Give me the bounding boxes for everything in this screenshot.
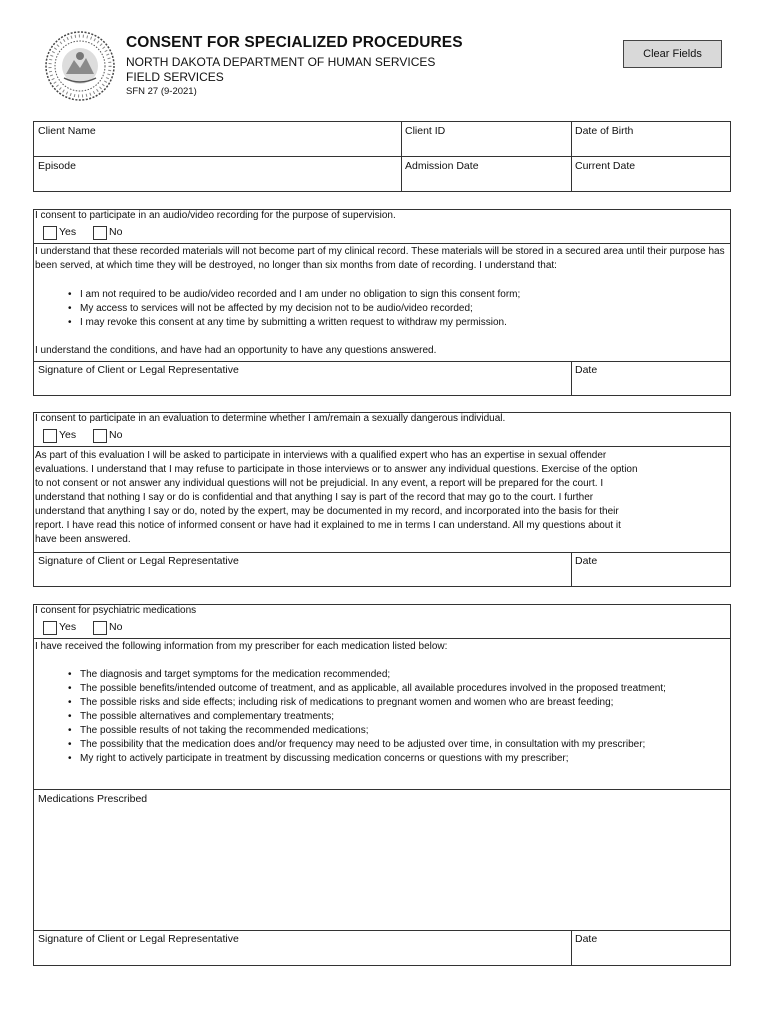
list-item: • My right to actively participate in treatment by discussing medication concerns or questions with my prescriber;: [66, 752, 724, 766]
list-item: • The possible risks and side effects; including risk of medications to pregnant women and women who are breast feeding;: [66, 696, 724, 710]
admission-date-label: Admission Date: [405, 160, 479, 172]
signature-label: Signature of Client or Legal Representative: [38, 555, 239, 567]
medication-no-checkbox[interactable]: [93, 621, 107, 635]
medication-no-label: No: [109, 621, 123, 633]
client-name-label: Client Name: [38, 125, 96, 137]
evaluation-text-line: As part of this evaluation I will be asked to participate in interviews with a qualified expert who has an expertise in sexual offender: [35, 450, 607, 461]
recording-yes-label: Yes: [59, 226, 77, 238]
client-id-field[interactable]: [402, 122, 570, 155]
evaluation-no-label: No: [109, 429, 123, 441]
episode-field[interactable]: [34, 157, 400, 191]
form-title: CONSENT FOR SPECIALIZED PROCEDURES: [126, 34, 463, 51]
department-name: NORTH DAKOTA DEPARTMENT OF HUMAN SERVICES: [126, 55, 436, 69]
evaluation-signature-field[interactable]: [34, 553, 570, 586]
client-id-label: Client ID: [405, 125, 446, 137]
current-date-field[interactable]: [572, 157, 730, 191]
medication-signature-field[interactable]: [34, 931, 570, 965]
admission-date-field[interactable]: [402, 157, 570, 191]
evaluation-yes-checkbox[interactable]: [43, 429, 57, 443]
evaluation-text-line: report. I have read this notice of informed consent or have had it explained to me in terms I can understand. All my questions about it: [35, 520, 621, 531]
signature-label: Signature of Client or Legal Representative: [38, 364, 239, 376]
list-item: • The possibility that the medication does and/or frequency may need to be adjusted over time, in consultation with my prescriber;: [66, 738, 724, 752]
date-label: Date: [575, 933, 598, 945]
medication-yes-checkbox[interactable]: [43, 621, 57, 635]
division-name: FIELD SERVICES: [126, 70, 224, 84]
current-date-label: Current Date: [575, 160, 636, 172]
evaluation-text-line: understand that nothing I say or do is confidential and that anything I say is part of the record that may go to the court. I further: [35, 492, 594, 503]
medication-bullet-list: [66, 668, 724, 766]
evaluation-text-line: to not consent or not answer any individual questions will not be prejudicial. In any event, a report will be prepared for the court. I: [35, 478, 604, 489]
form-number: SFN 27 (9-2021): [126, 86, 197, 97]
list-item: • I am not required to be audio/video recorded and I am under no obligation to sign this consent form;: [66, 288, 716, 302]
evaluation-text-line: have been answered.: [35, 534, 131, 545]
medications-prescribed-field[interactable]: [34, 790, 730, 929]
list-item: • The possible results of not taking the recommended medications;: [66, 724, 724, 738]
date-label: Date: [575, 555, 598, 567]
medication-yes-label: Yes: [59, 621, 77, 633]
evaluation-text-line: evaluations. I understand that I may refuse to participate in those interviews or to answer any individual questions. Exercise of the option: [35, 464, 638, 475]
evaluation-date-field[interactable]: [572, 553, 730, 586]
evaluation-text-line: understand that anything I say or do, noted by the expert, may be documented in my record, and incorporated into the basis for their: [35, 506, 619, 517]
evaluation-no-checkbox[interactable]: [93, 429, 107, 443]
list-item: • The possible benefits/intended outcome of treatment, and as applicable, all available procedures involved in the proposed treatment;: [66, 682, 724, 696]
recording-no-checkbox[interactable]: [93, 226, 107, 240]
date-of-birth-field[interactable]: [572, 122, 730, 155]
recording-closing-text: I understand the conditions, and have had an opportunity to have any questions answered.: [35, 345, 437, 356]
medication-intro-text: I have received the following information from my prescriber for each medication listed below:: [35, 641, 448, 652]
evaluation-body-text: [35, 449, 729, 547]
list-item: • My access to services will not be affected by my decision not to be audio/video recorded;: [66, 302, 716, 316]
recording-date-field[interactable]: [572, 362, 730, 395]
evaluation-yes-label: Yes: [59, 429, 77, 441]
signature-label: Signature of Client or Legal Representative: [38, 933, 239, 945]
recording-yes-checkbox[interactable]: [43, 226, 57, 240]
medications-prescribed-label: Medications Prescribed: [38, 793, 148, 805]
list-item: • The diagnosis and target symptoms for the medication recommended;: [66, 668, 724, 682]
recording-bullet-list: [66, 288, 716, 330]
state-seal-icon: [44, 30, 116, 102]
recording-signature-field[interactable]: [34, 362, 570, 395]
date-of-birth-label: Date of Birth: [575, 125, 634, 137]
recording-no-label: No: [109, 226, 123, 238]
list-item: • I may revoke this consent at any time by submitting a written request to withdraw my permission.: [66, 316, 716, 330]
list-item: • The possible alternatives and complementary treatments;: [66, 710, 724, 724]
evaluation-consent-statement: I consent to participate in an evaluation to determine whether I am/remain a sexually dangerous individual.: [35, 413, 506, 424]
recording-consent-statement: I consent to participate in an audio/video recording for the purpose of supervision.: [35, 210, 396, 221]
recording-intro-text: I understand that these recorded materials will not become part of my clinical record. These materials will be stored in a secured area until their purpose has been served, at which time they will be destroyed, no longer than six months from date of recording. I understand that:: [35, 246, 725, 271]
date-label: Date: [575, 364, 598, 376]
medication-consent-statement: I consent for psychiatric medications: [35, 605, 197, 616]
episode-label: Episode: [38, 160, 76, 172]
medication-date-field[interactable]: [572, 931, 730, 965]
clear-fields-button[interactable]: Clear Fields: [623, 40, 722, 68]
client-name-field[interactable]: [34, 122, 400, 155]
